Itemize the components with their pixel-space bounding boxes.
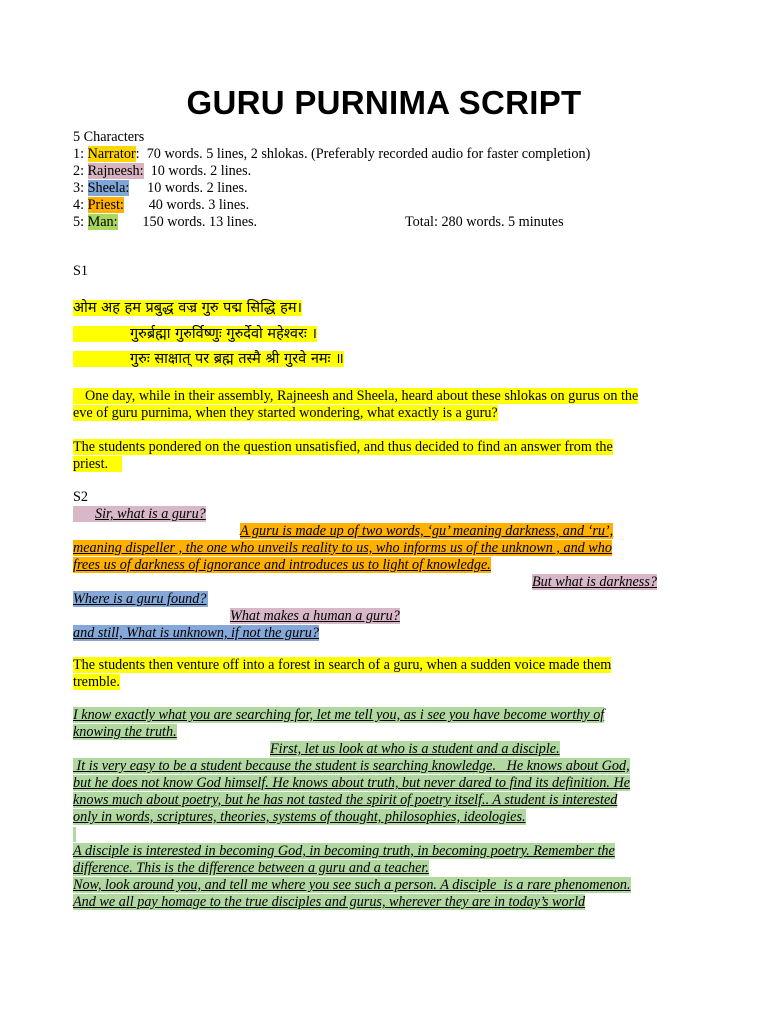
highlight-mark: [73, 827, 76, 842]
character-name: Sheela:: [87, 180, 130, 196]
page-title: GURU PURNIMA SCRIPT: [186, 84, 582, 121]
man-line: And we all pay homage to the true disciples and gurus, wherever they are in today’s world: [73, 894, 586, 910]
total-words: Total: 280 words. 5 minutes: [405, 214, 564, 230]
character-row: 1: Narrator: 70 words. 5 lines, 2 shlokas. (Preferably recorded audio for faster completion): [73, 146, 591, 162]
character-name: Man:: [87, 214, 118, 230]
shloka-line: गुरुर्ब्रह्मा गुरुर्विष्णुः गुरुर्देवो महेश्वरः ।: [73, 321, 317, 347]
characters-list: [73, 129, 590, 231]
character-name: Priest:: [87, 197, 124, 213]
rajneesh-line: But what is darkness?: [532, 574, 657, 590]
man-line: knows much about poetry, but he has not tasted the spirit of poetry itself.. A student is interested: [73, 792, 618, 808]
rajneesh-line: What makes a human a guru?: [230, 608, 400, 624]
narration-paragraph: The students pondered on the question unsatisfied, and thus decided to find an answer from the priest.: [73, 439, 613, 472]
shloka-line: ओम अह हम प्रबुद्ध वज्र गुरु पद्म सिद्धि हम।: [73, 300, 302, 316]
character-name: Rajneesh:: [87, 163, 144, 179]
character-name: Narrator: [87, 146, 136, 162]
priest-line: meaning dispeller , the one who unveils reality to us, who informs us of the unknown , and who: [73, 540, 612, 556]
narration-paragraph: One day, while in their assembly, Rajneesh and Sheela, heard about these shlokas on gurus on the eve of guru purnima, when they started wondering, what exactly is a guru?: [73, 388, 639, 421]
man-line: but he does not know God himself. He knows about truth, but never dared to find its definition. He: [73, 775, 631, 791]
man-line: I know exactly what you are searching for, let me tell you, as i see you have become worthy of: [73, 707, 605, 723]
man-line: A disciple is interested in becoming God, in becoming truth, in becoming poetry. Remember the: [73, 843, 615, 859]
man-line: First, let us look at who is a student and a disciple.: [270, 741, 560, 757]
man-line: It is very easy to be a student because the student is searching knowledge. He knows about God,: [73, 758, 630, 774]
man-line: Now, look around you, and tell me where you see such a person. A disciple is a rare phenomenon.: [73, 877, 631, 893]
character-row: 2: Rajneesh: 10 words. 2 lines.: [73, 163, 252, 179]
section-label-s1: S1: [73, 263, 88, 279]
priest-line: frees us of darkness of ignorance and introduces us to light of knowledge.: [73, 557, 491, 573]
priest-line: A guru is made up of two words, ‘gu’ meaning darkness, and ‘ru’,: [240, 523, 614, 539]
man-line: knowing the truth.: [73, 724, 177, 740]
sheela-line: and still, What is unknown, if not the guru?: [73, 625, 319, 641]
rajneesh-line: Sir, what is a guru?: [73, 506, 206, 522]
narration-paragraph: The students then venture off into a forest in search of a guru, when a sudden voice made them tremble.: [73, 657, 612, 690]
sheela-line: Where is a guru found?: [73, 591, 207, 607]
section-label-s2: S2: [73, 489, 88, 505]
character-row: 3: Sheela: 10 words. 2 lines.: [73, 180, 248, 196]
man-line: difference. This is the difference between a guru and a teacher.: [73, 860, 429, 876]
characters-heading: 5 Characters: [73, 129, 145, 145]
shloka-line: गुरुः साक्षात् पर ब्रह्म तस्मै श्री गुरवे नमः ॥: [73, 346, 344, 372]
character-row: 4: Priest: 40 words. 3 lines.: [73, 197, 250, 213]
character-row: 5: Man: 150 words. 13 lines. Total: 280 words. 5 minutes: [73, 214, 564, 230]
man-dialogue: [73, 707, 703, 911]
dialogue-block: [73, 506, 703, 642]
man-line: only in words, scriptures, theories, systems of thought, philosophies, ideologies.: [73, 809, 526, 825]
